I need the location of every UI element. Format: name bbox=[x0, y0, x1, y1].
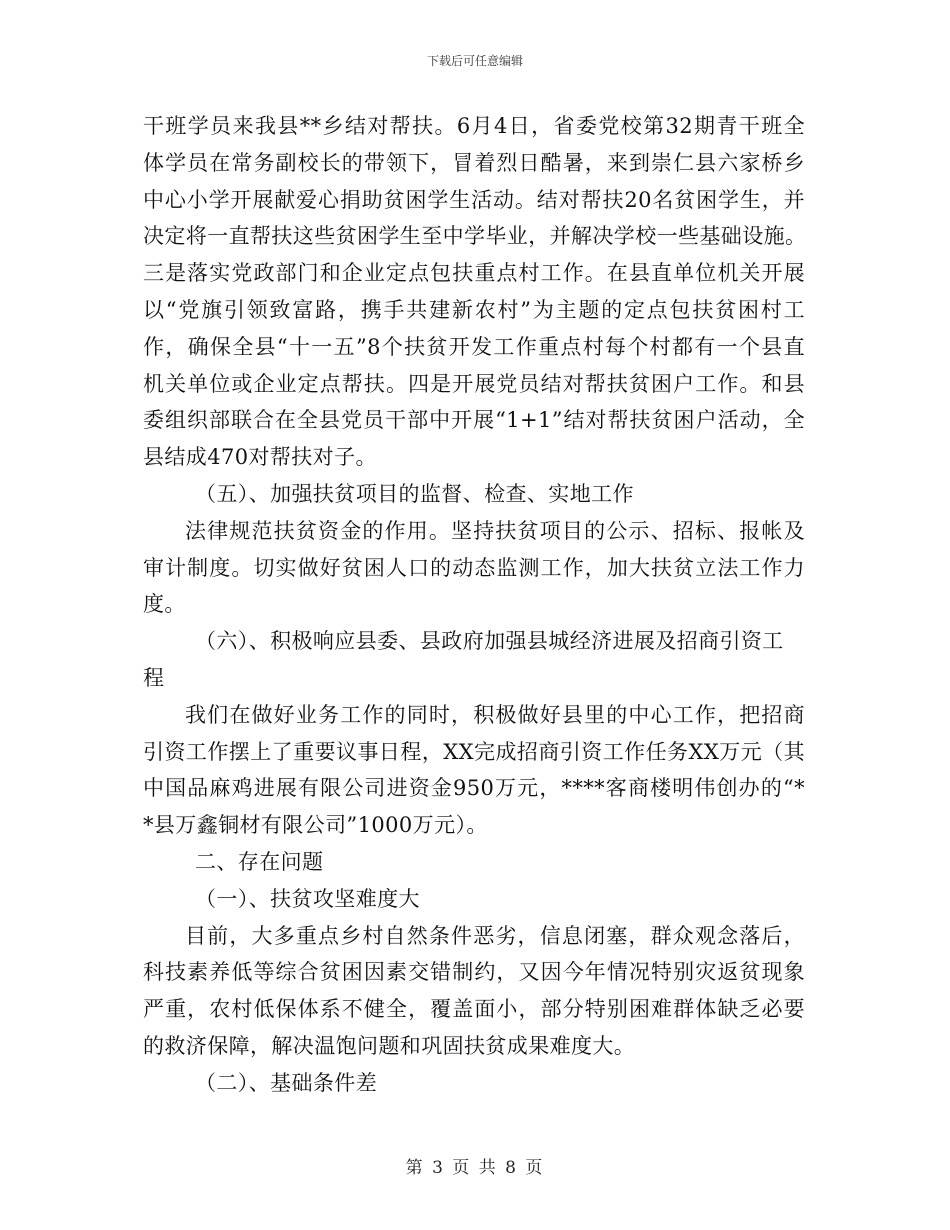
text-line: 审计制度。切实做好贫困人口的动态监测工作，加大扶贫立法工作力 bbox=[143, 555, 805, 580]
text-line: 干班学员来我县**乡结对帮扶。6月4日，省委党校第32期青干班全 bbox=[143, 114, 805, 138]
page-header: 下载后可任意编辑 bbox=[426, 54, 523, 68]
text-line: 决定将一直帮扶这些贫困学生至中学毕业，并解决学校一些基础设施。 bbox=[143, 224, 807, 249]
text-line: 作，确保全县“十一五”8个扶贫开发工作重点村每个村都有一个县直 bbox=[143, 334, 805, 359]
text-line: 体学员在常务副校长的带领下，冒着烈日酷暑，来到崇仁县六家桥乡 bbox=[143, 150, 805, 175]
section-heading: （二）、基础条件差 bbox=[195, 1070, 378, 1095]
section-heading: 二、存在问题 bbox=[195, 849, 324, 874]
text-line: 的救济保障，解决温饱问题和巩固扶贫成果难度大。 bbox=[143, 1033, 636, 1058]
text-line: 三是落实党政部门和企业定点包扶重点村工作。在县直单位机关开展 bbox=[143, 261, 805, 286]
text-line: 严重，农村低保体系不健全，覆盖面小，部分特别困难群体缺乏必要 bbox=[143, 997, 805, 1022]
section-heading: （六）、积极响应县委、县政府加强县城经济进展及招商引资工 bbox=[195, 629, 784, 654]
text-line: *县万鑫铜材有限公司”1000万元）。 bbox=[143, 813, 488, 838]
text-line: 目前，大多重点乡村自然条件恶劣，信息闭塞，群众观念落后， bbox=[185, 923, 805, 948]
section-heading: （一）、扶贫攻坚难度大 bbox=[195, 886, 420, 911]
text-line: 机关单位或企业定点帮扶。四是开展党员结对帮扶贫困户工作。和县 bbox=[143, 371, 805, 396]
section-heading-continued: 程 bbox=[143, 665, 165, 690]
text-line: 法律规范扶贫资金的作用。坚持扶贫项目的公示、招标、报帐及 bbox=[185, 518, 805, 543]
text-line: 中国品麻鸡进展有限公司进资金950万元，****客商楼明伟创办的“* bbox=[143, 776, 805, 801]
text-line: 科技素养低等综合贫困因素交错制约，又因今年情况特别灾返贫现象 bbox=[143, 960, 805, 985]
text-line: 委组织部联合在全县党员干部中开展“1+1”结对帮扶贫困户活动，全 bbox=[143, 408, 805, 433]
section-heading: （五）、加强扶贫项目的监督、检查、实地工作 bbox=[195, 481, 634, 506]
text-line: 我们在做好业务工作的同时，积极做好县里的中心工作，把招商 bbox=[185, 702, 805, 727]
page-footer: 第 3 页 共 8 页 bbox=[405, 1158, 545, 1178]
document-body bbox=[143, 108, 805, 1102]
text-line: 以“党旗引领致富路，携手共建新农村”为主题的定点包扶贫困村工 bbox=[143, 297, 805, 322]
text-line: 县结成470对帮扶对子。 bbox=[143, 445, 377, 470]
text-line: 中心小学开展献爱心捐助贫困学生活动。结对帮扶20名贫困学生，并 bbox=[143, 187, 805, 212]
text-line: 度。 bbox=[143, 592, 186, 617]
text-line: 引资工作摆上了重要议事日程，XX完成招商引资工作任务XX万元（其 bbox=[143, 739, 805, 764]
